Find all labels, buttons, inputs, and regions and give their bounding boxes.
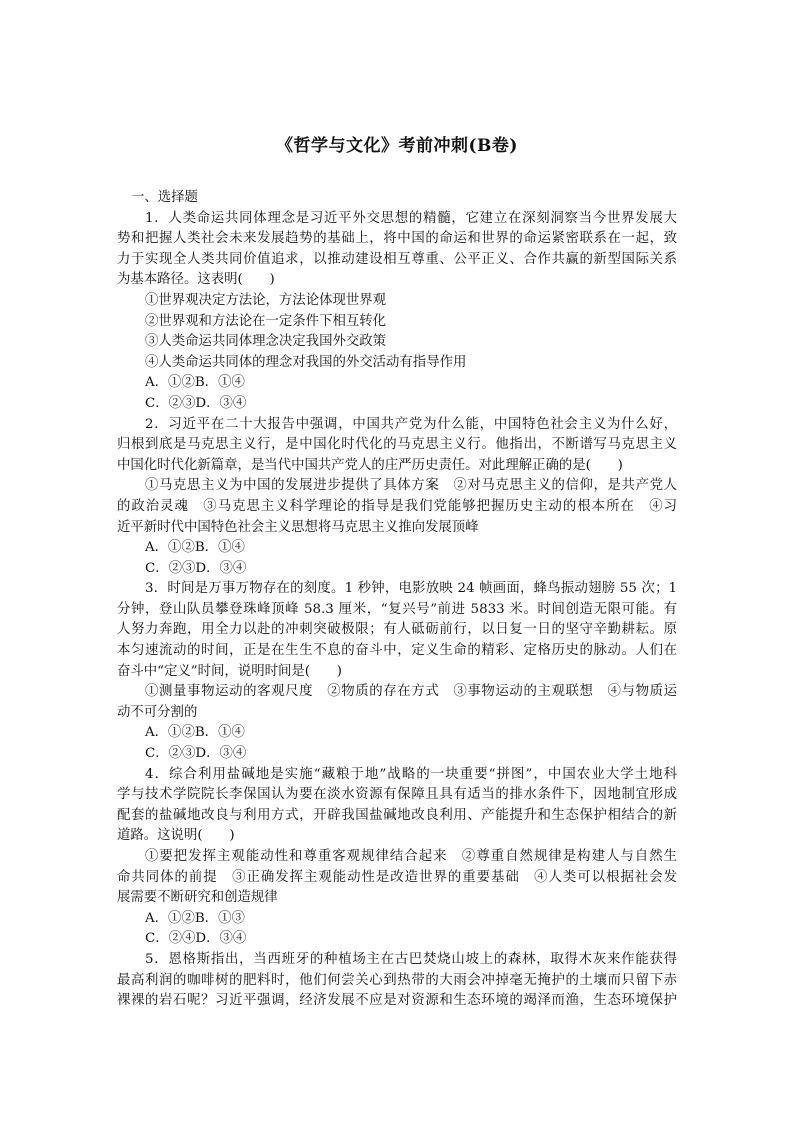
- question-stem-line: 1．人类命运共同体理念是习近平外交思想的精髓，它建立在深刻洞察当今世界发展大: [145, 210, 677, 226]
- answer-choices: A．①②B．①④: [145, 375, 245, 391]
- answer-choices: A．①②B．①④: [145, 540, 245, 556]
- answer-choices: C．②③D．③④: [145, 395, 247, 411]
- answer-choices: A．①②B．①③: [145, 910, 245, 926]
- page-title: 《哲学与文化》考前冲刺(B卷): [276, 136, 518, 156]
- question-stem-line: 裸裸的岩石呢？习近平强调，经济发展不应是对资源和生态环境的竭泽而渔，生态环境保护: [117, 993, 677, 1009]
- answer-choices: C．②③D．③④: [145, 560, 247, 576]
- option-statement: ③人类命运共同体理念决定我国外交政策: [145, 334, 387, 350]
- option-statement: 近平新时代中国特色社会主义思想将马克思主义推向发展顶峰: [117, 519, 479, 535]
- answer-choices: C．②③D．③④: [145, 746, 247, 762]
- question-2: [117, 415, 677, 580]
- question-stem-line: 学与技术学院院长李保国认为要在淡水资源有保障且具有适当的排水条件下，因地制宜形成: [117, 787, 677, 803]
- question-stem-line: 道路。这说明( ): [117, 828, 235, 844]
- answer-choices: A．①②B．①④: [145, 725, 245, 741]
- question-1: [117, 209, 677, 415]
- option-statement: ①马克思主义为中国的发展进步提供了具体方案 ②对马克思主义的信仰，是共产党人: [145, 478, 677, 494]
- question-stem-line: 2．习近平在二十大报告中强调，中国共产党为什么能，中国特色社会主义为什么好，: [145, 416, 677, 432]
- question-stem-line: 力于实现全人类共同价值追求，以推动建设相互尊重、公平正义、合作共赢的新型国际关系: [117, 251, 677, 267]
- option-statement: 动不可分割的: [117, 704, 198, 720]
- question-stem-line: 5．恩格斯指出，当西班牙的种植场主在古巴焚烧山坡上的森林，取得木灰来作能获得: [145, 951, 677, 967]
- option-statement: ①测量事物运动的客观尺度 ②物质的存在方式 ③事物运动的主观联想 ④与物质运: [145, 684, 677, 700]
- option-statement: ①世界观决定方法论，方法论体现世界观: [145, 292, 387, 308]
- question-stem-line: 配套的盐碱地改良与利用方式，开辟我国盐碱地改良利用、产能提升和生态保护相结合的新: [117, 807, 677, 823]
- option-statement: ①要把发挥主观能动性和尊重客观规律结合起来 ②尊重自然规律是构建人与自然生: [145, 849, 677, 864]
- question-stem-line: 人努力奔跑，用全力以赴的冲刺突破极限；有人砥砺前行，以日复一日的坚守辛勤耕耘。原: [117, 622, 677, 638]
- option-statement: ④人类命运共同体的理念对我国的外交活动有指导作用: [145, 354, 467, 370]
- question-stem-line: 为基本路径。这表明( ): [117, 272, 275, 288]
- option-statement: ②世界观和方法论在一定条件下相互转化: [145, 313, 387, 329]
- option-statement: 的政治灵魂 ③马克思主义科学理论的指导是我们党能够把握历史主动的根本所在 ④习: [117, 498, 677, 514]
- question-stem-line: 中国化时代化新篇章，是当代中国共产党人的庄严历史责任。对此理解正确的是( ): [117, 457, 623, 473]
- question-stem-line: 奋斗中“定义”时间，说明时间是( ): [117, 663, 342, 679]
- question-3: [117, 579, 677, 764]
- question-stem-line: 4．综合利用盐碱地是实施“藏粮于地”战略的一块重要“拼图”，中国农业大学土地科: [145, 766, 677, 782]
- question-stem-line: 3．时间是万事万物存在的刻度。1 秒钟，电影放映 24 帧画面，蜂鸟振动翅膀 55 次；1: [145, 581, 677, 597]
- question-stem-line: 本匀速流动的时间，正是在生生不息的奋斗中，定义生命的精彩、定格历史的脉动。人们在: [117, 643, 677, 659]
- section-heading: 一、选择题: [131, 190, 198, 205]
- document-body: [117, 188, 677, 1012]
- question-stem-line: 归根到底是马克思主义行，是中国化时代化的马克思主义行。他指出，不断谱写马克思主义: [117, 437, 677, 453]
- question-stem-line: 最高利润的咖啡树的肥料时，他们何尝关心到热带的大雨会冲掉毫无掩护的土壤而只留下赤: [117, 972, 677, 988]
- question-stem-line: 分钟，登山队员攀登珠峰顶峰 58.3 厘米，“复兴号”前进 5833 米。时间创造无限可能。有: [117, 601, 677, 617]
- option-statement: 命共同体的前提 ③正确发挥主观能动性是改造世界的重要基础 ④人类可以根据社会发: [117, 869, 677, 885]
- question-5: [117, 950, 677, 1012]
- option-statement: 展需要不断研究和创造规律: [117, 890, 278, 906]
- question-stem-line: 势和把握人类社会未来发展趋势的基础上，将中国的命运和世界的命运紧密联系在一起，致: [117, 231, 677, 247]
- question-4: [117, 765, 677, 950]
- answer-choices: C．②④D．③④: [145, 931, 247, 947]
